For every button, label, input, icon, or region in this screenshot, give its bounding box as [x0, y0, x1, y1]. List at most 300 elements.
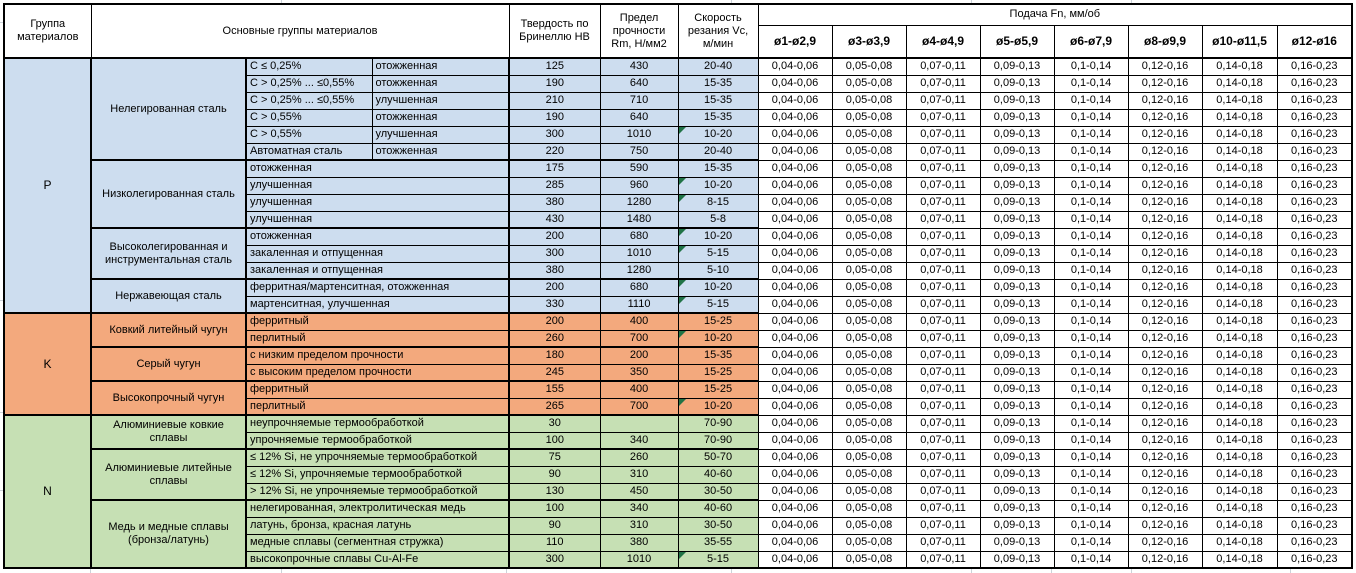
feed-cell[interactable]: 0,12-0,16 [1128, 228, 1202, 245]
material-description-cell[interactable]: с низким пределом прочности [246, 347, 509, 364]
feed-cell[interactable]: 0,16-0,23 [1277, 75, 1352, 92]
feed-cell[interactable]: 0,07-0,11 [906, 398, 980, 415]
feed-cell[interactable]: 0,12-0,16 [1128, 381, 1202, 398]
feed-cell[interactable]: 0,1-0,14 [1054, 449, 1128, 466]
material-state-cell[interactable]: отожженная [372, 58, 509, 75]
feed-cell[interactable]: 0,07-0,11 [906, 109, 980, 126]
hardness-cell[interactable]: 90 [509, 517, 600, 534]
material-description-cell[interactable]: неупрочняемые термообработкой [246, 415, 509, 432]
feed-cell[interactable]: 0,09-0,13 [980, 245, 1054, 262]
strength-cell[interactable]: 1280 [600, 194, 678, 211]
hardness-cell[interactable]: 430 [509, 211, 600, 228]
feed-cell[interactable]: 0,05-0,08 [832, 415, 906, 432]
feed-cell[interactable]: 0,16-0,23 [1277, 245, 1352, 262]
col-header-feed-diameter[interactable]: ø4-ø4,9 [906, 25, 980, 58]
subgroup-name-cell[interactable]: Высоколегированная и инструментальная сталь [91, 228, 246, 279]
feed-cell[interactable]: 0,1-0,14 [1054, 313, 1128, 330]
feed-cell[interactable]: 0,1-0,14 [1054, 432, 1128, 449]
hardness-cell[interactable]: 200 [509, 279, 600, 296]
feed-cell[interactable]: 0,14-0,18 [1202, 398, 1277, 415]
feed-cell[interactable]: 0,16-0,23 [1277, 143, 1352, 160]
feed-cell[interactable]: 0,09-0,13 [980, 415, 1054, 432]
feed-cell[interactable]: 0,1-0,14 [1054, 143, 1128, 160]
material-description-cell[interactable]: ферритный [246, 381, 509, 398]
feed-cell[interactable]: 0,1-0,14 [1054, 211, 1128, 228]
strength-cell[interactable]: 640 [600, 109, 678, 126]
feed-cell[interactable]: 0,07-0,11 [906, 466, 980, 483]
feed-cell[interactable]: 0,14-0,18 [1202, 500, 1277, 517]
col-header-feed-diameter[interactable]: ø8-ø9,9 [1128, 25, 1202, 58]
feed-cell[interactable]: 0,12-0,16 [1128, 92, 1202, 109]
feed-cell[interactable]: 0,04-0,06 [758, 381, 832, 398]
speed-cell[interactable]: 30-50 [678, 517, 758, 534]
feed-cell[interactable]: 0,04-0,06 [758, 449, 832, 466]
feed-cell[interactable]: 0,04-0,06 [758, 245, 832, 262]
feed-cell[interactable]: 0,16-0,23 [1277, 313, 1352, 330]
feed-cell[interactable]: 0,16-0,23 [1277, 500, 1352, 517]
feed-cell[interactable]: 0,07-0,11 [906, 126, 980, 143]
strength-cell[interactable]: 400 [600, 381, 678, 398]
feed-cell[interactable]: 0,09-0,13 [980, 75, 1054, 92]
feed-cell[interactable]: 0,12-0,16 [1128, 415, 1202, 432]
feed-cell[interactable]: 0,05-0,08 [832, 449, 906, 466]
speed-cell[interactable]: 30-50 [678, 483, 758, 500]
feed-cell[interactable]: 0,1-0,14 [1054, 194, 1128, 211]
feed-cell[interactable]: 0,09-0,13 [980, 500, 1054, 517]
hardness-cell[interactable]: 300 [509, 551, 600, 568]
feed-cell[interactable]: 0,04-0,06 [758, 483, 832, 500]
feed-cell[interactable]: 0,14-0,18 [1202, 262, 1277, 279]
speed-cell[interactable]: 50-70 [678, 449, 758, 466]
material-description-cell[interactable]: перлитный [246, 398, 509, 415]
feed-cell[interactable]: 0,1-0,14 [1054, 381, 1128, 398]
feed-cell[interactable]: 0,14-0,18 [1202, 143, 1277, 160]
feed-cell[interactable]: 0,1-0,14 [1054, 364, 1128, 381]
speed-cell[interactable]: 70-90 [678, 432, 758, 449]
feed-cell[interactable]: 0,16-0,23 [1277, 364, 1352, 381]
feed-cell[interactable]: 0,07-0,11 [906, 381, 980, 398]
feed-cell[interactable]: 0,09-0,13 [980, 313, 1054, 330]
feed-cell[interactable]: 0,05-0,08 [832, 517, 906, 534]
strength-cell[interactable]: 1480 [600, 211, 678, 228]
feed-cell[interactable]: 0,12-0,16 [1128, 534, 1202, 551]
feed-cell[interactable]: 0,14-0,18 [1202, 517, 1277, 534]
feed-cell[interactable]: 0,04-0,06 [758, 432, 832, 449]
strength-cell[interactable]: 340 [600, 500, 678, 517]
strength-cell[interactable] [600, 415, 678, 432]
feed-cell[interactable]: 0,05-0,08 [832, 75, 906, 92]
feed-cell[interactable]: 0,1-0,14 [1054, 177, 1128, 194]
feed-cell[interactable]: 0,12-0,16 [1128, 466, 1202, 483]
feed-cell[interactable]: 0,04-0,06 [758, 313, 832, 330]
feed-cell[interactable]: 0,09-0,13 [980, 534, 1054, 551]
material-description-cell[interactable]: закаленная и отпущенная [246, 262, 509, 279]
feed-cell[interactable]: 0,12-0,16 [1128, 211, 1202, 228]
strength-cell[interactable]: 350 [600, 364, 678, 381]
group-code-cell[interactable]: N [4, 415, 91, 568]
feed-cell[interactable]: 0,12-0,16 [1128, 279, 1202, 296]
subgroup-name-cell[interactable]: Ковкий литейный чугун [91, 313, 246, 347]
feed-cell[interactable]: 0,09-0,13 [980, 126, 1054, 143]
feed-cell[interactable]: 0,04-0,06 [758, 194, 832, 211]
material-description-cell[interactable]: ферритный [246, 313, 509, 330]
strength-cell[interactable]: 640 [600, 75, 678, 92]
feed-cell[interactable]: 0,12-0,16 [1128, 160, 1202, 177]
strength-cell[interactable]: 400 [600, 313, 678, 330]
speed-cell[interactable]: 15-35 [678, 160, 758, 177]
feed-cell[interactable]: 0,07-0,11 [906, 432, 980, 449]
speed-cell[interactable]: 15-35 [678, 109, 758, 126]
feed-cell[interactable]: 0,04-0,06 [758, 75, 832, 92]
feed-cell[interactable]: 0,05-0,08 [832, 483, 906, 500]
feed-cell[interactable]: 0,09-0,13 [980, 296, 1054, 313]
feed-cell[interactable]: 0,04-0,06 [758, 211, 832, 228]
feed-cell[interactable]: 0,14-0,18 [1202, 75, 1277, 92]
material-description-cell[interactable]: > 12% Si, не упрочняемые термообработкой [246, 483, 509, 500]
col-header-feed-diameter[interactable]: ø6-ø7,9 [1054, 25, 1128, 58]
feed-cell[interactable]: 0,14-0,18 [1202, 126, 1277, 143]
group-code-cell[interactable]: K [4, 313, 91, 415]
feed-cell[interactable]: 0,1-0,14 [1054, 466, 1128, 483]
feed-cell[interactable]: 0,14-0,18 [1202, 296, 1277, 313]
feed-cell[interactable]: 0,07-0,11 [906, 449, 980, 466]
feed-cell[interactable]: 0,05-0,08 [832, 211, 906, 228]
feed-cell[interactable]: 0,04-0,06 [758, 330, 832, 347]
feed-cell[interactable]: 0,05-0,08 [832, 245, 906, 262]
feed-cell[interactable]: 0,04-0,06 [758, 364, 832, 381]
feed-cell[interactable]: 0,16-0,23 [1277, 381, 1352, 398]
feed-cell[interactable]: 0,14-0,18 [1202, 347, 1277, 364]
hardness-cell[interactable]: 380 [509, 262, 600, 279]
feed-cell[interactable]: 0,05-0,08 [832, 432, 906, 449]
material-description-cell[interactable]: улучшенная [246, 194, 509, 211]
hardness-cell[interactable]: 260 [509, 330, 600, 347]
col-header-main-groups[interactable]: Основные группы материалов [91, 4, 509, 58]
feed-cell[interactable]: 0,04-0,06 [758, 262, 832, 279]
feed-cell[interactable]: 0,14-0,18 [1202, 279, 1277, 296]
material-subdivision-cell[interactable]: Автоматная сталь [246, 143, 372, 160]
feed-cell[interactable]: 0,1-0,14 [1054, 228, 1128, 245]
feed-cell[interactable]: 0,05-0,08 [832, 177, 906, 194]
feed-cell[interactable]: 0,12-0,16 [1128, 449, 1202, 466]
hardness-cell[interactable]: 285 [509, 177, 600, 194]
feed-cell[interactable]: 0,05-0,08 [832, 330, 906, 347]
material-state-cell[interactable]: улучшенная [372, 126, 509, 143]
speed-cell[interactable]: 10-20 [678, 228, 758, 245]
subgroup-name-cell[interactable]: Нержавеющая сталь [91, 279, 246, 313]
feed-cell[interactable]: 0,16-0,23 [1277, 398, 1352, 415]
material-state-cell[interactable]: отожженная [372, 109, 509, 126]
strength-cell[interactable]: 1280 [600, 262, 678, 279]
feed-cell[interactable]: 0,14-0,18 [1202, 466, 1277, 483]
material-description-cell[interactable]: ферритная/мартенситная, отожженная [246, 279, 509, 296]
material-description-cell[interactable]: ≤ 12% Si, не упрочняемые термообработкой [246, 449, 509, 466]
hardness-cell[interactable]: 300 [509, 245, 600, 262]
subgroup-name-cell[interactable]: Серый чугун [91, 347, 246, 381]
feed-cell[interactable]: 0,09-0,13 [980, 211, 1054, 228]
feed-cell[interactable]: 0,07-0,11 [906, 177, 980, 194]
speed-cell[interactable]: 15-25 [678, 364, 758, 381]
hardness-cell[interactable]: 220 [509, 143, 600, 160]
col-header-feed-diameter[interactable]: ø1-ø2,9 [758, 25, 832, 58]
material-description-cell[interactable]: улучшенная [246, 177, 509, 194]
feed-cell[interactable]: 0,04-0,06 [758, 517, 832, 534]
feed-cell[interactable]: 0,14-0,18 [1202, 313, 1277, 330]
strength-cell[interactable]: 710 [600, 92, 678, 109]
feed-cell[interactable]: 0,07-0,11 [906, 58, 980, 75]
feed-cell[interactable]: 0,05-0,08 [832, 143, 906, 160]
feed-cell[interactable]: 0,04-0,06 [758, 398, 832, 415]
strength-cell[interactable]: 1110 [600, 296, 678, 313]
feed-cell[interactable]: 0,12-0,16 [1128, 330, 1202, 347]
feed-cell[interactable]: 0,05-0,08 [832, 500, 906, 517]
feed-cell[interactable]: 0,12-0,16 [1128, 517, 1202, 534]
speed-cell[interactable]: 10-20 [678, 330, 758, 347]
feed-cell[interactable]: 0,09-0,13 [980, 364, 1054, 381]
strength-cell[interactable]: 380 [600, 534, 678, 551]
feed-cell[interactable]: 0,04-0,06 [758, 500, 832, 517]
feed-cell[interactable]: 0,12-0,16 [1128, 245, 1202, 262]
speed-cell[interactable]: 5-8 [678, 211, 758, 228]
feed-cell[interactable]: 0,1-0,14 [1054, 534, 1128, 551]
feed-cell[interactable]: 0,07-0,11 [906, 534, 980, 551]
feed-cell[interactable]: 0,09-0,13 [980, 381, 1054, 398]
feed-cell[interactable]: 0,14-0,18 [1202, 551, 1277, 568]
feed-cell[interactable]: 0,16-0,23 [1277, 330, 1352, 347]
feed-cell[interactable]: 0,16-0,23 [1277, 126, 1352, 143]
feed-cell[interactable]: 0,07-0,11 [906, 483, 980, 500]
feed-cell[interactable]: 0,1-0,14 [1054, 483, 1128, 500]
feed-cell[interactable]: 0,14-0,18 [1202, 58, 1277, 75]
feed-cell[interactable]: 0,14-0,18 [1202, 364, 1277, 381]
feed-cell[interactable]: 0,09-0,13 [980, 517, 1054, 534]
feed-cell[interactable]: 0,04-0,06 [758, 296, 832, 313]
feed-cell[interactable]: 0,05-0,08 [832, 194, 906, 211]
feed-cell[interactable]: 0,16-0,23 [1277, 92, 1352, 109]
feed-cell[interactable]: 0,16-0,23 [1277, 160, 1352, 177]
hardness-cell[interactable]: 190 [509, 109, 600, 126]
feed-cell[interactable]: 0,16-0,23 [1277, 58, 1352, 75]
strength-cell[interactable]: 340 [600, 432, 678, 449]
feed-cell[interactable]: 0,05-0,08 [832, 109, 906, 126]
feed-cell[interactable]: 0,07-0,11 [906, 347, 980, 364]
speed-cell[interactable]: 20-40 [678, 58, 758, 75]
feed-cell[interactable]: 0,09-0,13 [980, 398, 1054, 415]
feed-cell[interactable]: 0,16-0,23 [1277, 483, 1352, 500]
feed-cell[interactable]: 0,1-0,14 [1054, 500, 1128, 517]
speed-cell[interactable]: 15-25 [678, 381, 758, 398]
material-description-cell[interactable]: ≤ 12% Si, упрочняемые термообработкой [246, 466, 509, 483]
feed-cell[interactable]: 0,09-0,13 [980, 483, 1054, 500]
feed-cell[interactable]: 0,09-0,13 [980, 143, 1054, 160]
feed-cell[interactable]: 0,09-0,13 [980, 177, 1054, 194]
feed-cell[interactable]: 0,05-0,08 [832, 58, 906, 75]
feed-cell[interactable]: 0,16-0,23 [1277, 211, 1352, 228]
hardness-cell[interactable]: 155 [509, 381, 600, 398]
hardness-cell[interactable]: 90 [509, 466, 600, 483]
hardness-cell[interactable]: 200 [509, 228, 600, 245]
feed-cell[interactable]: 0,14-0,18 [1202, 92, 1277, 109]
feed-cell[interactable]: 0,12-0,16 [1128, 483, 1202, 500]
material-description-cell[interactable]: нелегированная, электролитическая медь [246, 500, 509, 517]
feed-cell[interactable]: 0,05-0,08 [832, 313, 906, 330]
speed-cell[interactable]: 8-15 [678, 194, 758, 211]
material-subdivision-cell[interactable]: С > 0,55% [246, 109, 372, 126]
feed-cell[interactable]: 0,07-0,11 [906, 75, 980, 92]
feed-cell[interactable]: 0,1-0,14 [1054, 330, 1128, 347]
col-header-speed[interactable]: Скорость резания Vc, м/мин [678, 4, 758, 58]
feed-cell[interactable]: 0,1-0,14 [1054, 160, 1128, 177]
feed-cell[interactable]: 0,07-0,11 [906, 160, 980, 177]
subgroup-name-cell[interactable]: Алюминиевые литейные сплавы [91, 449, 246, 500]
feed-cell[interactable]: 0,12-0,16 [1128, 398, 1202, 415]
feed-cell[interactable]: 0,1-0,14 [1054, 551, 1128, 568]
feed-cell[interactable]: 0,05-0,08 [832, 228, 906, 245]
feed-cell[interactable]: 0,05-0,08 [832, 466, 906, 483]
feed-cell[interactable]: 0,16-0,23 [1277, 262, 1352, 279]
feed-cell[interactable]: 0,16-0,23 [1277, 194, 1352, 211]
material-description-cell[interactable]: латунь, бронза, красная латунь [246, 517, 509, 534]
hardness-cell[interactable]: 300 [509, 126, 600, 143]
strength-cell[interactable]: 260 [600, 449, 678, 466]
feed-cell[interactable]: 0,1-0,14 [1054, 415, 1128, 432]
hardness-cell[interactable]: 125 [509, 58, 600, 75]
feed-cell[interactable]: 0,12-0,16 [1128, 296, 1202, 313]
feed-cell[interactable]: 0,1-0,14 [1054, 517, 1128, 534]
feed-cell[interactable]: 0,07-0,11 [906, 228, 980, 245]
material-description-cell[interactable]: отожженная [246, 228, 509, 245]
material-description-cell[interactable]: высокопрочные сплавы Cu-Al-Fe [246, 551, 509, 568]
feed-cell[interactable]: 0,14-0,18 [1202, 449, 1277, 466]
speed-cell[interactable]: 40-60 [678, 500, 758, 517]
feed-cell[interactable]: 0,04-0,06 [758, 347, 832, 364]
feed-cell[interactable]: 0,05-0,08 [832, 347, 906, 364]
feed-cell[interactable]: 0,04-0,06 [758, 92, 832, 109]
material-state-cell[interactable]: отожженная [372, 143, 509, 160]
feed-cell[interactable]: 0,16-0,23 [1277, 449, 1352, 466]
strength-cell[interactable]: 1010 [600, 551, 678, 568]
feed-cell[interactable]: 0,1-0,14 [1054, 398, 1128, 415]
speed-cell[interactable]: 15-35 [678, 75, 758, 92]
feed-cell[interactable]: 0,14-0,18 [1202, 177, 1277, 194]
feed-cell[interactable]: 0,16-0,23 [1277, 551, 1352, 568]
col-header-material-group[interactable]: Группа материалов [4, 4, 91, 58]
feed-cell[interactable]: 0,07-0,11 [906, 296, 980, 313]
feed-cell[interactable]: 0,14-0,18 [1202, 245, 1277, 262]
feed-cell[interactable]: 0,1-0,14 [1054, 279, 1128, 296]
material-subdivision-cell[interactable]: С > 0,25% ... ≤0,55% [246, 92, 372, 109]
feed-cell[interactable]: 0,12-0,16 [1128, 126, 1202, 143]
feed-cell[interactable]: 0,16-0,23 [1277, 415, 1352, 432]
feed-cell[interactable]: 0,09-0,13 [980, 432, 1054, 449]
material-subdivision-cell[interactable]: С ≤ 0,25% [246, 58, 372, 75]
material-state-cell[interactable]: отожженная [372, 75, 509, 92]
strength-cell[interactable]: 200 [600, 347, 678, 364]
feed-cell[interactable]: 0,16-0,23 [1277, 279, 1352, 296]
hardness-cell[interactable]: 175 [509, 160, 600, 177]
feed-cell[interactable]: 0,07-0,11 [906, 364, 980, 381]
feed-cell[interactable]: 0,07-0,11 [906, 517, 980, 534]
col-header-hardness[interactable]: Твердость по Бринеллю НВ [509, 4, 600, 58]
col-header-feed-title[interactable]: Подача Fn, мм/об [758, 4, 1352, 25]
speed-cell[interactable]: 15-25 [678, 313, 758, 330]
feed-cell[interactable]: 0,14-0,18 [1202, 483, 1277, 500]
speed-cell[interactable]: 10-20 [678, 279, 758, 296]
feed-cell[interactable]: 0,04-0,06 [758, 279, 832, 296]
feed-cell[interactable]: 0,09-0,13 [980, 109, 1054, 126]
speed-cell[interactable]: 40-60 [678, 466, 758, 483]
feed-cell[interactable]: 0,09-0,13 [980, 194, 1054, 211]
feed-cell[interactable]: 0,16-0,23 [1277, 534, 1352, 551]
feed-cell[interactable]: 0,14-0,18 [1202, 160, 1277, 177]
feed-cell[interactable]: 0,14-0,18 [1202, 381, 1277, 398]
feed-cell[interactable]: 0,09-0,13 [980, 551, 1054, 568]
feed-cell[interactable]: 0,12-0,16 [1128, 177, 1202, 194]
speed-cell[interactable]: 15-35 [678, 347, 758, 364]
feed-cell[interactable]: 0,16-0,23 [1277, 517, 1352, 534]
hardness-cell[interactable]: 100 [509, 432, 600, 449]
feed-cell[interactable]: 0,14-0,18 [1202, 228, 1277, 245]
feed-cell[interactable]: 0,1-0,14 [1054, 296, 1128, 313]
feed-cell[interactable]: 0,14-0,18 [1202, 415, 1277, 432]
feed-cell[interactable]: 0,05-0,08 [832, 551, 906, 568]
strength-cell[interactable]: 750 [600, 143, 678, 160]
speed-cell[interactable]: 5-15 [678, 245, 758, 262]
feed-cell[interactable]: 0,1-0,14 [1054, 245, 1128, 262]
feed-cell[interactable]: 0,12-0,16 [1128, 500, 1202, 517]
feed-cell[interactable]: 0,12-0,16 [1128, 262, 1202, 279]
feed-cell[interactable]: 0,07-0,11 [906, 143, 980, 160]
hardness-cell[interactable]: 130 [509, 483, 600, 500]
feed-cell[interactable]: 0,1-0,14 [1054, 262, 1128, 279]
feed-cell[interactable]: 0,07-0,11 [906, 279, 980, 296]
subgroup-name-cell[interactable]: Алюминиевые ковкие сплавы [91, 415, 246, 449]
feed-cell[interactable]: 0,14-0,18 [1202, 194, 1277, 211]
feed-cell[interactable]: 0,12-0,16 [1128, 75, 1202, 92]
feed-cell[interactable]: 0,12-0,16 [1128, 313, 1202, 330]
subgroup-name-cell[interactable]: Низколегированная сталь [91, 160, 246, 228]
strength-cell[interactable]: 700 [600, 398, 678, 415]
col-header-feed-diameter[interactable]: ø5-ø5,9 [980, 25, 1054, 58]
strength-cell[interactable]: 680 [600, 228, 678, 245]
material-description-cell[interactable]: мартенситная, улучшенная [246, 296, 509, 313]
feed-cell[interactable]: 0,04-0,06 [758, 228, 832, 245]
hardness-cell[interactable]: 265 [509, 398, 600, 415]
subgroup-name-cell[interactable]: Нелегированная сталь [91, 58, 246, 160]
col-header-feed-diameter[interactable]: ø3-ø3,9 [832, 25, 906, 58]
feed-cell[interactable]: 0,04-0,06 [758, 177, 832, 194]
material-description-cell[interactable]: закаленная и отпущенная [246, 245, 509, 262]
feed-cell[interactable]: 0,12-0,16 [1128, 194, 1202, 211]
feed-cell[interactable]: 0,04-0,06 [758, 109, 832, 126]
feed-cell[interactable]: 0,05-0,08 [832, 262, 906, 279]
feed-cell[interactable]: 0,07-0,11 [906, 194, 980, 211]
feed-cell[interactable]: 0,05-0,08 [832, 160, 906, 177]
strength-cell[interactable]: 430 [600, 58, 678, 75]
feed-cell[interactable]: 0,12-0,16 [1128, 109, 1202, 126]
feed-cell[interactable]: 0,12-0,16 [1128, 347, 1202, 364]
feed-cell[interactable]: 0,14-0,18 [1202, 534, 1277, 551]
hardness-cell[interactable]: 210 [509, 92, 600, 109]
feed-cell[interactable]: 0,09-0,13 [980, 228, 1054, 245]
subgroup-name-cell[interactable]: Медь и медные сплавы (бронза/латунь) [91, 500, 246, 568]
strength-cell[interactable]: 1010 [600, 126, 678, 143]
feed-cell[interactable]: 0,07-0,11 [906, 92, 980, 109]
feed-cell[interactable]: 0,1-0,14 [1054, 126, 1128, 143]
feed-cell[interactable]: 0,04-0,06 [758, 160, 832, 177]
hardness-cell[interactable]: 380 [509, 194, 600, 211]
feed-cell[interactable]: 0,09-0,13 [980, 58, 1054, 75]
